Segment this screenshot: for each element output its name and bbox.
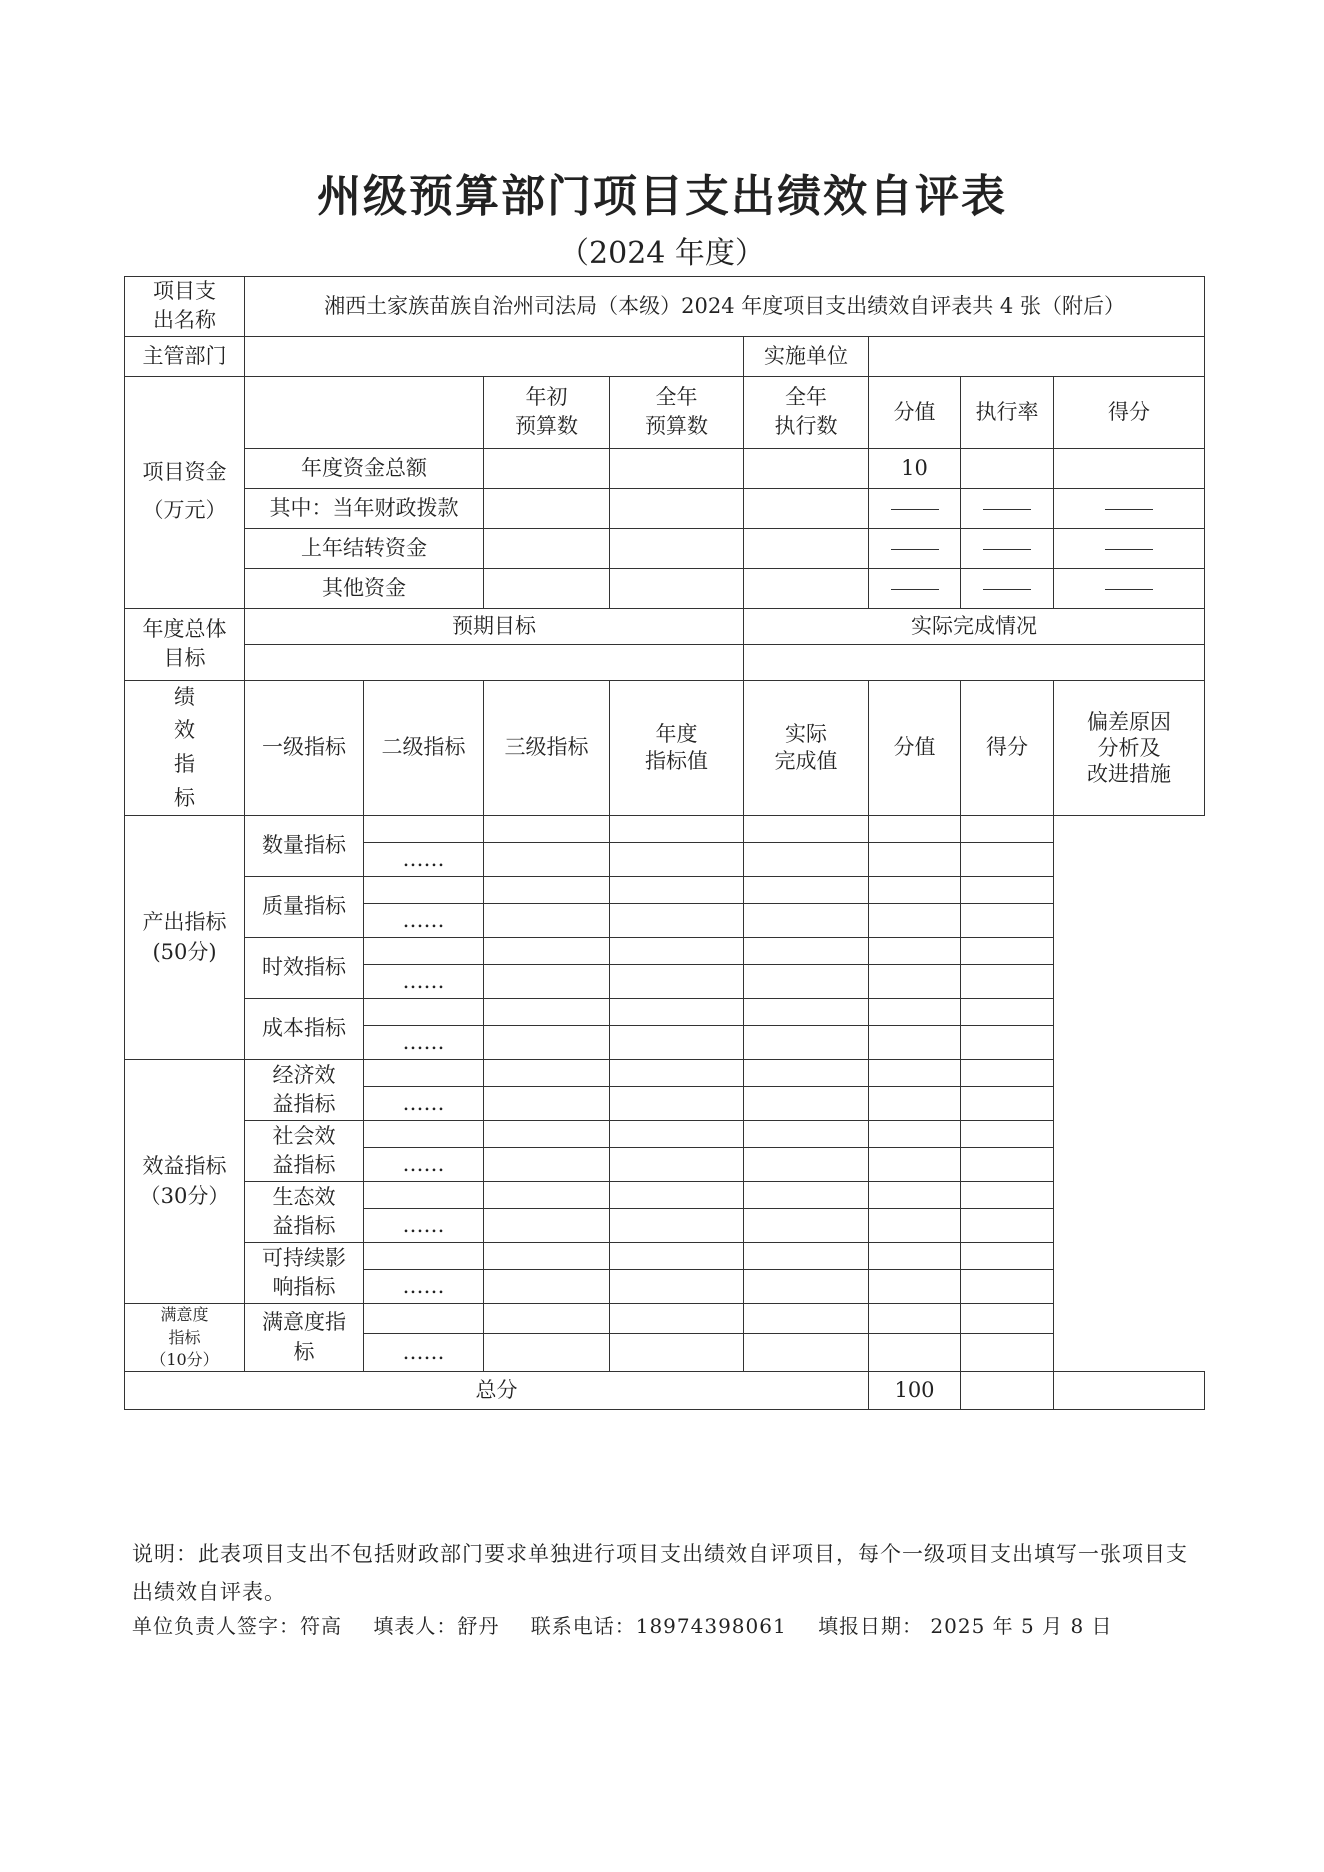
ind-col-actual: 实际 完成值 bbox=[744, 680, 869, 815]
indicator-value-cell bbox=[744, 1243, 869, 1270]
indicator-value-cell bbox=[610, 1182, 744, 1209]
indicator-value-cell bbox=[484, 1148, 610, 1182]
indicator-value-cell bbox=[869, 1334, 961, 1372]
indicator-value-cell bbox=[961, 1026, 1054, 1060]
indicator-sub-0-3: 成本指标 bbox=[245, 999, 364, 1060]
indicator-value-cell bbox=[484, 816, 610, 843]
indicators-label: 绩 效 指 标 bbox=[125, 680, 245, 815]
goals-actual-value bbox=[744, 644, 1205, 680]
impl-unit-value bbox=[869, 336, 1205, 376]
indicator-value-cell bbox=[961, 1182, 1054, 1209]
indicator-value-cell bbox=[484, 1087, 610, 1121]
dash-mark bbox=[961, 568, 1054, 608]
goals-label: 年度总体 目标 bbox=[125, 608, 245, 680]
indicator-value-cell bbox=[484, 1304, 610, 1334]
impl-unit-label: 实施单位 bbox=[744, 336, 869, 376]
cell bbox=[744, 488, 869, 528]
indicator-sub-1-1: 社会效 益指标 bbox=[245, 1121, 364, 1182]
ind-col-target: 年度 指标值 bbox=[610, 680, 744, 815]
indicator-value-cell bbox=[961, 1060, 1054, 1087]
indicator-level3-cell bbox=[364, 1304, 484, 1334]
cell bbox=[961, 1372, 1054, 1410]
funds-row-fiscal: 其中：当年财政拨款 bbox=[245, 488, 484, 528]
funds-col-score: 得分 bbox=[1054, 376, 1205, 448]
indicator-value-cell bbox=[961, 1243, 1054, 1270]
indicator-value-cell bbox=[610, 816, 744, 843]
indicator-value-cell bbox=[869, 1026, 961, 1060]
dash-mark bbox=[869, 488, 961, 528]
indicator-level3-cell: …… bbox=[364, 1270, 484, 1304]
dash-mark bbox=[869, 528, 961, 568]
indicator-value-cell bbox=[484, 1334, 610, 1372]
indicator-value-cell bbox=[610, 965, 744, 999]
indicator-value-cell bbox=[610, 843, 744, 877]
funds-col-score-value: 分值 bbox=[869, 376, 961, 448]
indicator-value-cell bbox=[484, 938, 610, 965]
evaluation-table bbox=[124, 276, 1205, 1410]
indicator-level3-cell: …… bbox=[364, 965, 484, 999]
indicator-value-cell bbox=[744, 877, 869, 904]
dash-mark bbox=[1054, 528, 1205, 568]
indicator-value-cell bbox=[610, 877, 744, 904]
indicator-value-cell bbox=[484, 1270, 610, 1304]
cell bbox=[744, 448, 869, 488]
ind-col-score-value: 分值 bbox=[869, 680, 961, 815]
indicator-value-cell bbox=[610, 1243, 744, 1270]
indicator-value-cell bbox=[869, 1209, 961, 1243]
total-label: 总分 bbox=[125, 1372, 869, 1410]
indicator-value-cell bbox=[961, 1121, 1054, 1148]
indicator-value-cell bbox=[744, 816, 869, 843]
funds-row-total: 年度资金总额 bbox=[245, 448, 484, 488]
indicator-value-cell bbox=[869, 1148, 961, 1182]
indicator-value-cell bbox=[961, 1270, 1054, 1304]
indicator-value-cell bbox=[744, 1026, 869, 1060]
cell bbox=[610, 568, 744, 608]
indicator-level3-cell bbox=[364, 1243, 484, 1270]
indicator-value-cell bbox=[744, 1270, 869, 1304]
cell bbox=[1054, 1372, 1205, 1410]
page-title: 州级预算部门项目支出绩效自评表 bbox=[317, 171, 1007, 222]
indicator-value-cell bbox=[610, 1304, 744, 1334]
project-name-value: 湘西土家族苗族自治州司法局（本级）2024 年度项目支出绩效自评表共 4 张（附后） bbox=[245, 277, 1205, 337]
indicator-value-cell bbox=[484, 999, 610, 1026]
indicator-value-cell bbox=[961, 843, 1054, 877]
dash-mark bbox=[1054, 568, 1205, 608]
indicator-group-0: 产出指标 (50分) bbox=[125, 816, 245, 1060]
indicator-value-cell bbox=[869, 1060, 961, 1087]
indicator-level3-cell bbox=[364, 999, 484, 1026]
cell bbox=[484, 568, 610, 608]
indicator-value-cell bbox=[869, 999, 961, 1026]
dash-mark bbox=[869, 568, 961, 608]
indicator-level3-cell: …… bbox=[364, 843, 484, 877]
indicator-value-cell bbox=[869, 843, 961, 877]
indicator-value-cell bbox=[744, 965, 869, 999]
indicator-value-cell bbox=[869, 938, 961, 965]
indicator-value-cell bbox=[744, 1209, 869, 1243]
indicator-value-cell bbox=[610, 1334, 744, 1372]
indicator-sub-1-0: 经济效 益指标 bbox=[245, 1060, 364, 1121]
indicator-value-cell bbox=[744, 1087, 869, 1121]
indicator-value-cell bbox=[484, 877, 610, 904]
indicator-value-cell bbox=[744, 1334, 869, 1372]
indicator-value-cell bbox=[484, 843, 610, 877]
indicator-level3-cell bbox=[364, 938, 484, 965]
indicator-level3-cell bbox=[364, 1121, 484, 1148]
indicator-value-cell bbox=[484, 1209, 610, 1243]
indicator-value-cell bbox=[610, 1270, 744, 1304]
cell bbox=[484, 448, 610, 488]
indicator-value-cell bbox=[744, 1148, 869, 1182]
ind-col-deviation: 偏差原因 分析及 改进措施 bbox=[1054, 680, 1205, 815]
funds-total-score: 10 bbox=[869, 448, 961, 488]
indicator-value-cell bbox=[610, 938, 744, 965]
goals-expected-value bbox=[245, 644, 744, 680]
indicator-value-cell bbox=[961, 1087, 1054, 1121]
indicator-value-cell bbox=[869, 877, 961, 904]
cell bbox=[484, 528, 610, 568]
indicator-value-cell bbox=[869, 1304, 961, 1334]
indicator-value-cell bbox=[744, 999, 869, 1026]
dash-mark bbox=[1054, 488, 1205, 528]
indicator-level3-cell bbox=[364, 877, 484, 904]
indicator-level3-cell bbox=[364, 816, 484, 843]
indicator-level3-cell bbox=[364, 1182, 484, 1209]
indicator-value-cell bbox=[610, 999, 744, 1026]
indicator-level3-cell: …… bbox=[364, 1026, 484, 1060]
total-score: 100 bbox=[869, 1372, 961, 1410]
indicator-value-cell bbox=[961, 904, 1054, 938]
indicator-level3-cell: …… bbox=[364, 1334, 484, 1372]
funds-row-other: 其他资金 bbox=[245, 568, 484, 608]
page-subtitle: （2024 年度） bbox=[559, 236, 765, 271]
funds-col-annual: 全年 预算数 bbox=[610, 376, 744, 448]
indicator-value-cell bbox=[744, 1304, 869, 1334]
dash-mark bbox=[961, 528, 1054, 568]
funds-col-exec-rate: 执行率 bbox=[961, 376, 1054, 448]
ind-col-level1: 一级指标 bbox=[245, 680, 364, 815]
indicator-value-cell bbox=[961, 965, 1054, 999]
ind-col-score: 得分 bbox=[961, 680, 1054, 815]
dept-label: 主管部门 bbox=[125, 336, 245, 376]
indicator-value-cell bbox=[869, 1121, 961, 1148]
indicator-value-cell bbox=[869, 816, 961, 843]
indicator-group-1: 效益指标 （30分） bbox=[125, 1060, 245, 1304]
indicator-value-cell bbox=[484, 1026, 610, 1060]
indicator-value-cell bbox=[744, 1121, 869, 1148]
indicator-level3-cell: …… bbox=[364, 1087, 484, 1121]
indicator-value-cell bbox=[961, 1209, 1054, 1243]
indicator-level3-cell: …… bbox=[364, 1148, 484, 1182]
indicator-value-cell bbox=[961, 1304, 1054, 1334]
indicator-value-cell bbox=[610, 1060, 744, 1087]
dash-mark bbox=[961, 488, 1054, 528]
cell bbox=[1054, 448, 1205, 488]
funds-col-initial: 年初 预算数 bbox=[484, 376, 610, 448]
indicator-value-cell bbox=[961, 1334, 1054, 1372]
indicator-level3-cell: …… bbox=[364, 904, 484, 938]
indicator-level3-cell: …… bbox=[364, 1209, 484, 1243]
leader-signature: 单位负责人签字：符高 bbox=[132, 1614, 342, 1638]
cell bbox=[744, 568, 869, 608]
cell bbox=[610, 488, 744, 528]
cell bbox=[610, 448, 744, 488]
funds-row-carryover: 上年结转资金 bbox=[245, 528, 484, 568]
indicator-group-2: 满意度 指标 （10分） bbox=[125, 1304, 245, 1372]
indicator-sub-0-0: 数量指标 bbox=[245, 816, 364, 877]
ind-col-level2: 二级指标 bbox=[364, 680, 484, 815]
contact-phone: 联系电话：18974398061 bbox=[530, 1614, 787, 1638]
indicator-value-cell bbox=[961, 999, 1054, 1026]
dept-value bbox=[245, 336, 744, 376]
indicator-value-cell bbox=[961, 938, 1054, 965]
goals-actual-header: 实际完成情况 bbox=[744, 608, 1205, 644]
indicator-level3-cell bbox=[364, 1060, 484, 1087]
indicator-value-cell bbox=[484, 1243, 610, 1270]
cell bbox=[610, 528, 744, 568]
funds-header-blank bbox=[245, 376, 484, 448]
indicator-value-cell bbox=[610, 1148, 744, 1182]
indicator-value-cell bbox=[869, 1087, 961, 1121]
indicator-sub-2-0: 满意度指 标 bbox=[245, 1304, 364, 1372]
funds-label: 项目资金 （万元） bbox=[125, 376, 245, 608]
indicator-sub-0-1: 质量指标 bbox=[245, 877, 364, 938]
indicator-value-cell bbox=[869, 1243, 961, 1270]
indicator-value-cell bbox=[484, 1060, 610, 1087]
cell bbox=[744, 528, 869, 568]
indicator-value-cell bbox=[744, 1182, 869, 1209]
indicator-sub-1-2: 生态效 益指标 bbox=[245, 1182, 364, 1243]
indicator-value-cell bbox=[610, 1087, 744, 1121]
report-date: 填报日期： 2025 年 5 月 8 日 bbox=[818, 1614, 1113, 1638]
indicator-value-cell bbox=[869, 1270, 961, 1304]
indicator-value-cell bbox=[744, 1060, 869, 1087]
project-name-label: 项目支 出名称 bbox=[125, 277, 245, 337]
indicator-value-cell bbox=[961, 1148, 1054, 1182]
footnote: 说明：此表项目支出不包括财政部门要求单独进行项目支出绩效自评项目，每个一级项目支出填写一张项目支出绩效自评表。 bbox=[132, 1542, 1188, 1604]
cell bbox=[961, 448, 1054, 488]
funds-col-executed: 全年 执行数 bbox=[744, 376, 869, 448]
ind-col-level3: 三级指标 bbox=[484, 680, 610, 815]
indicator-value-cell bbox=[744, 904, 869, 938]
indicator-value-cell bbox=[610, 1209, 744, 1243]
indicator-value-cell bbox=[961, 877, 1054, 904]
cell bbox=[484, 488, 610, 528]
indicator-value-cell bbox=[610, 1026, 744, 1060]
goals-expected-header: 预期目标 bbox=[245, 608, 744, 644]
indicator-value-cell bbox=[961, 816, 1054, 843]
indicator-value-cell bbox=[484, 1121, 610, 1148]
indicator-value-cell bbox=[610, 904, 744, 938]
indicator-sub-1-3: 可持续影 响指标 bbox=[245, 1243, 364, 1304]
indicator-value-cell bbox=[744, 843, 869, 877]
indicator-value-cell bbox=[869, 1182, 961, 1209]
indicator-value-cell bbox=[484, 965, 610, 999]
indicator-value-cell bbox=[869, 965, 961, 999]
signature-line bbox=[132, 1610, 1212, 1639]
filler-name: 填表人：舒丹 bbox=[373, 1614, 500, 1638]
indicator-value-cell bbox=[744, 938, 869, 965]
indicator-value-cell bbox=[869, 904, 961, 938]
indicator-value-cell bbox=[610, 1121, 744, 1148]
indicator-sub-0-2: 时效指标 bbox=[245, 938, 364, 999]
indicator-value-cell bbox=[484, 1182, 610, 1209]
indicator-value-cell bbox=[484, 904, 610, 938]
